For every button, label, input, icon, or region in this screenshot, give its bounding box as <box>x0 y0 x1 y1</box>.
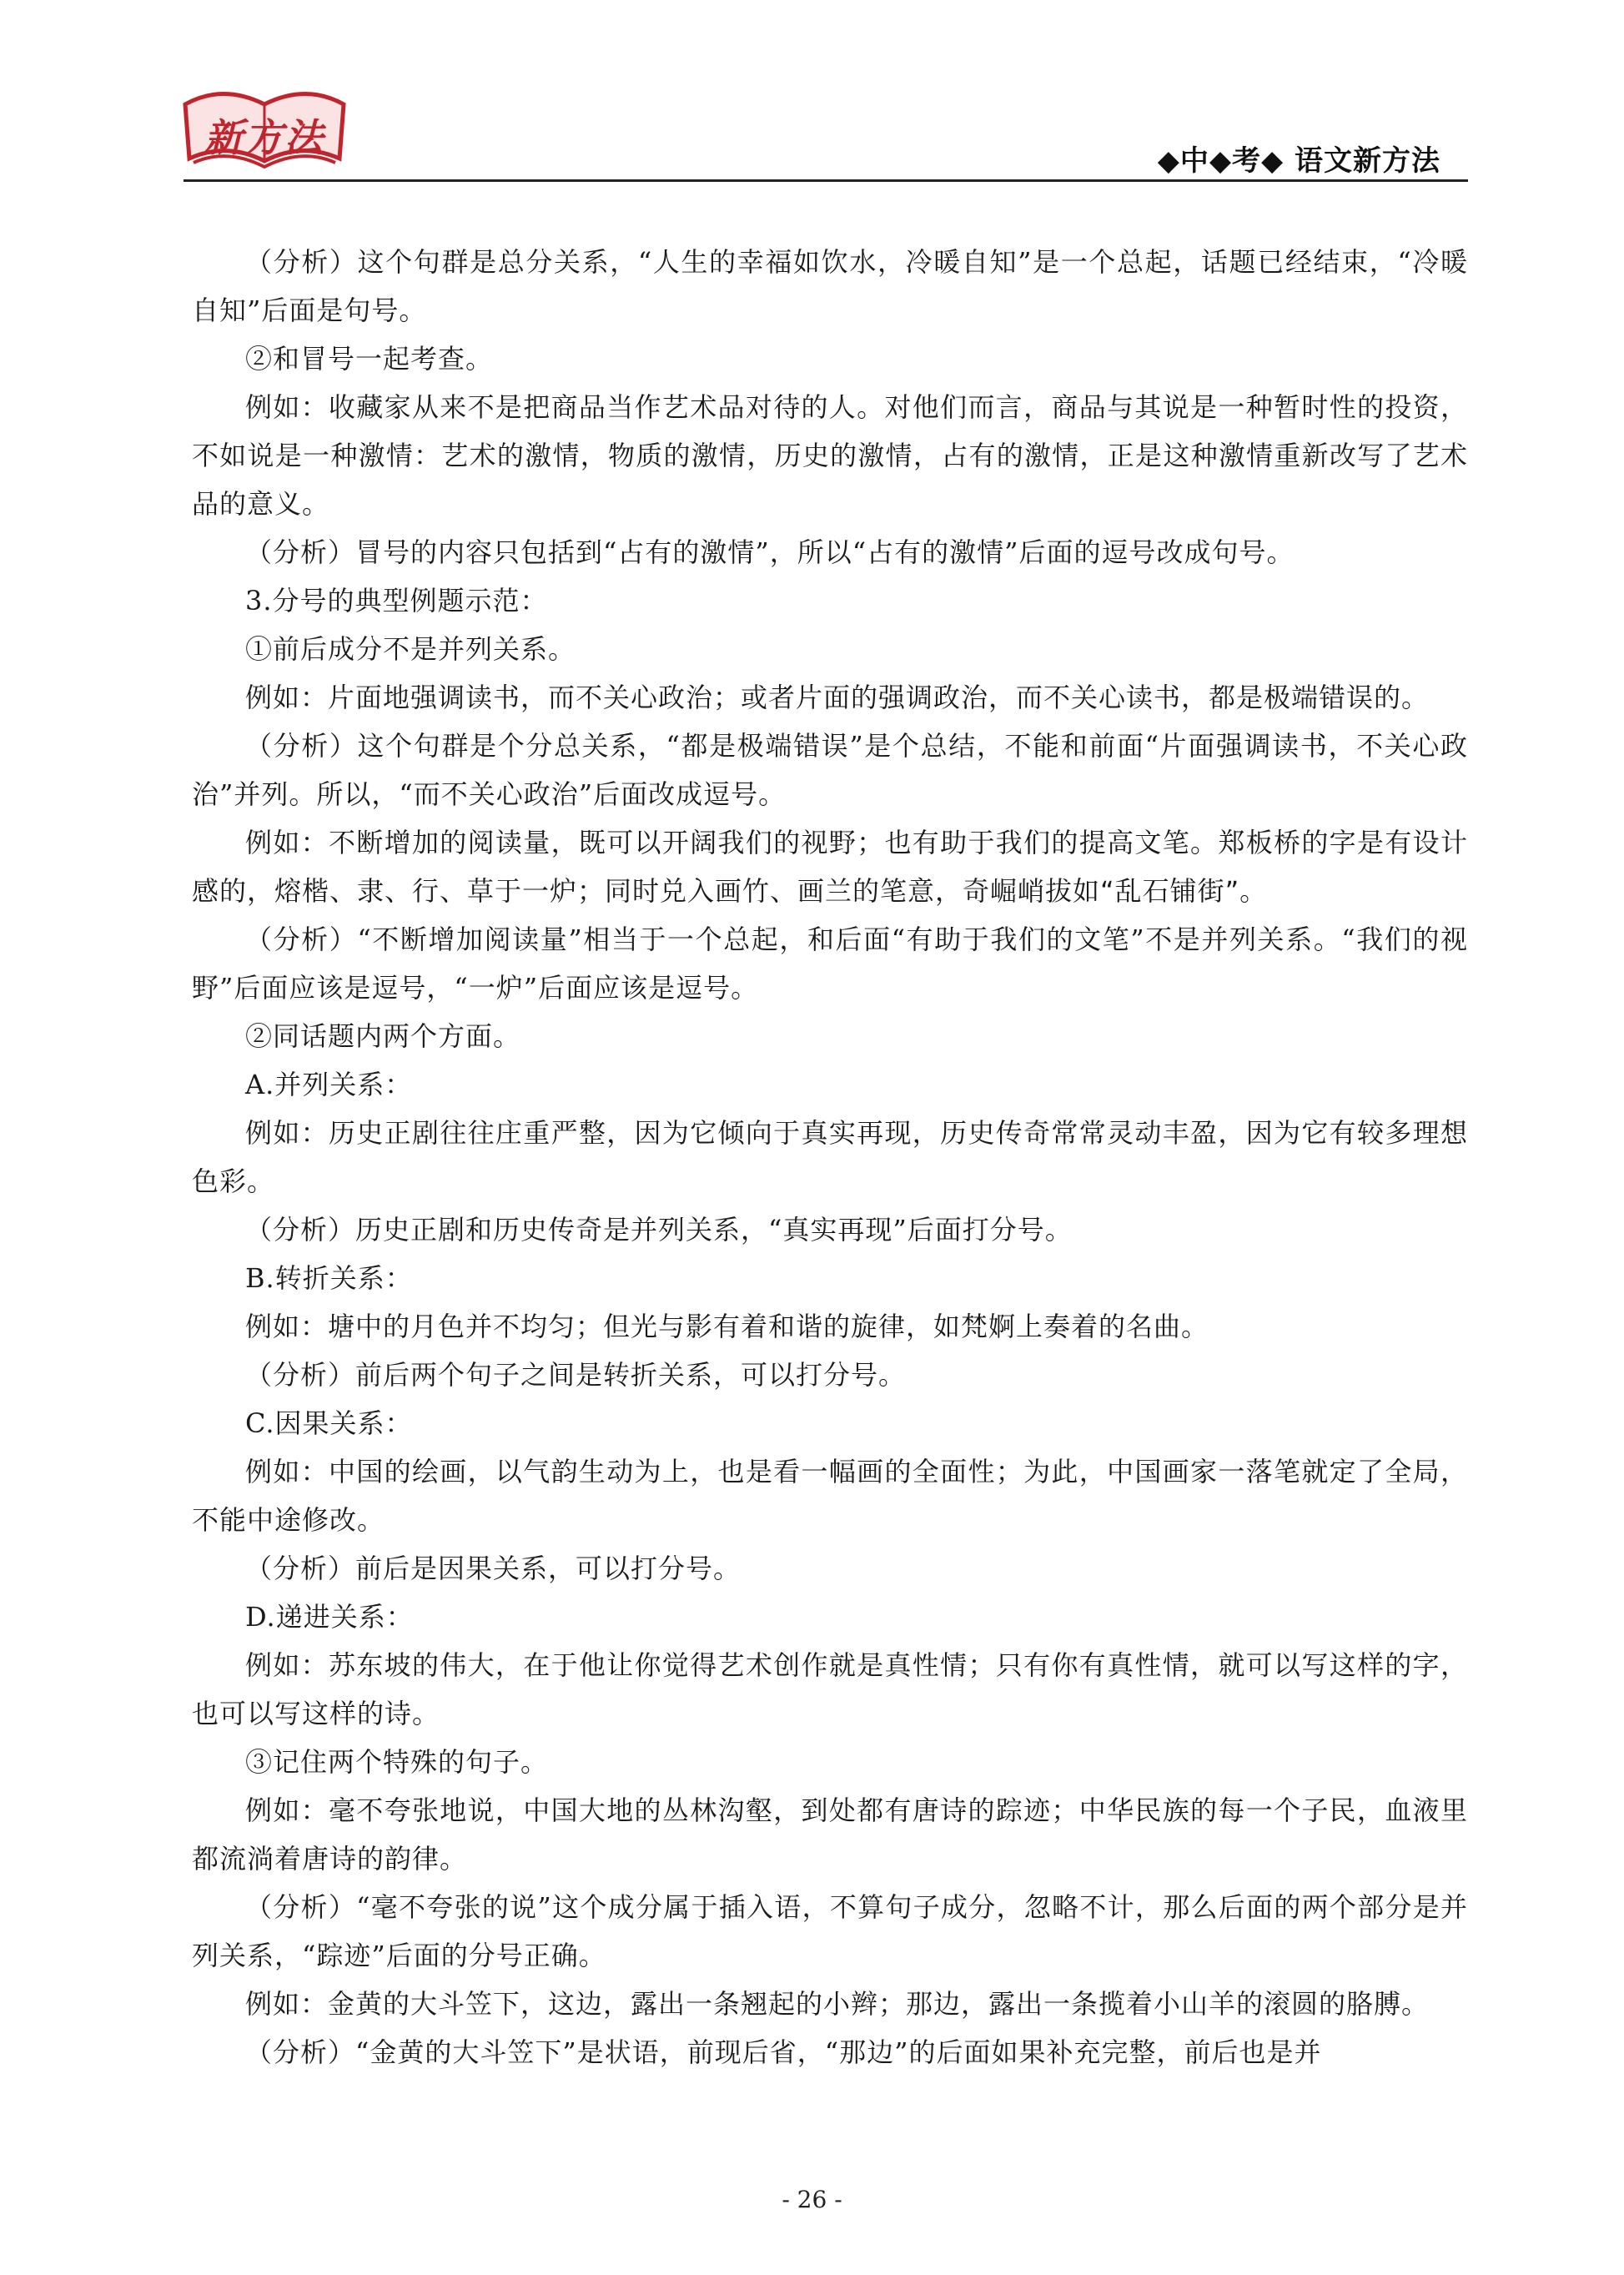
example-paragraph: 例如：毫不夸张地说，中国大地的丛林沟壑，到处都有唐诗的踪迹；中华民族的每一个子民，血液里都流淌着唐诗的韵律。 <box>192 1794 1468 1875</box>
page-number: - 26 - <box>782 2186 842 2213</box>
paragraph: ②和冒号一起考查。 <box>245 343 494 375</box>
example-paragraph: 例如：收藏家从来不是把商品当作艺术品对待的人。对他们而言，商品与其说是一种暂时性的投资，不如说是一种激情：艺术的激情，物质的激情，历史的激情，占有的激情，正是这种激情重新改写了艺术品的意义。 <box>192 391 1468 520</box>
header-title: ◆中◆考◆ 语文新方法 <box>1157 144 1440 178</box>
example-paragraph: 例如：金黄的大斗笠下，这边，露出一条翘起的小辫；那边，露出一条揽着小山羊的滚圆的胳膊。 <box>245 1988 1430 2020</box>
page-body <box>192 238 1468 2076</box>
paragraph: （分析）这个句群是总分关系，“人生的幸福如饮水，冷暖自知”是一个总起，话题已经结束，“冷暖自知”后面是句号。 <box>192 246 1468 326</box>
paragraph: （分析）历史正剧和历史传奇是并列关系，“真实再现”后面打分号。 <box>245 1214 1073 1246</box>
paragraph: B.转折关系： <box>245 1262 413 1294</box>
example-paragraph: 例如：中国的绘画，以气韵生动为上，也是看一幅画的全面性；为此，中国画家一落笔就定了全局，不能中途修改。 <box>192 1456 1468 1536</box>
paragraph: （分析）前后是因果关系，可以打分号。 <box>245 1553 742 1584</box>
example-paragraph: 例如：不断增加的阅读量，既可以开阔我们的视野；也有助于我们的提高文笔。郑板桥的字是有设计感的，熔楷、隶、行、草于一炉；同时兑入画竹、画兰的笔意，奇崛峭拔如“乱石铺街”。 <box>192 827 1468 907</box>
paragraph: ③记住两个特殊的句子。 <box>245 1746 549 1778</box>
header-divider <box>184 179 1468 182</box>
paragraph: （分析）“不断增加阅读量”相当于一个总起，和后面“有助于我们的文笔”不是并列关系。“我们的视野”后面应该是逗号，“一炉”后面应该是逗号。 <box>192 924 1468 1004</box>
page-header <box>0 0 1624 192</box>
paragraph: （分析）“毫不夸张的说”这个成分属于插入语，不算句子成分，忽略不计，那么后面的两个部分是并列关系，“踪迹”后面的分号正确。 <box>192 1891 1468 1971</box>
paragraph: ①前后成分不是并列关系。 <box>245 633 576 665</box>
paragraph: （分析）前后两个句子之间是转折关系，可以打分号。 <box>245 1359 907 1391</box>
paragraph: D.递进关系： <box>245 1601 414 1633</box>
section-heading: 3.分号的典型例题示范： <box>245 585 548 617</box>
example-paragraph: 例如：片面地强调读书，而不关心政治；或者片面的强调政治，而不关心读书，都是极端错误的。 <box>245 682 1430 713</box>
paragraph: C.因果关系： <box>245 1407 413 1439</box>
logo-text: 新方法 <box>204 115 324 160</box>
paragraph: （分析）“金黄的大斗笠下”是状语，前现后省，“那边”的后面如果补充完整，前后也是并 <box>245 2036 1322 2068</box>
example-paragraph: 例如：苏东坡的伟大，在于他让你觉得艺术创作就是真性情；只有你有真性情，就可以写这样的字，也可以写这样的诗。 <box>192 1649 1468 1729</box>
example-paragraph: 例如：塘中的月色并不均匀；但光与影有着和谐的旋律，如梵婀上奏着的名曲。 <box>245 1311 1209 1342</box>
paragraph: （分析）这个句群是个分总关系，“都是极端错误”是个总结，不能和前面“片面强调读书，不关心政治”并列。所以，“而不关心政治”后面改成逗号。 <box>192 730 1468 810</box>
example-paragraph: 例如：历史正剧往往庄重严整，因为它倾向于真实再现，历史传奇常常灵动丰盈，因为它有较多理想色彩。 <box>192 1117 1468 1197</box>
paragraph: ②同话题内两个方面。 <box>245 1020 521 1052</box>
paragraph: （分析）冒号的内容只包括到“占有的激情”，所以“占有的激情”后面的逗号改成句号。 <box>245 536 1295 568</box>
brand-logo <box>177 79 352 179</box>
paragraph: A.并列关系： <box>245 1069 413 1100</box>
